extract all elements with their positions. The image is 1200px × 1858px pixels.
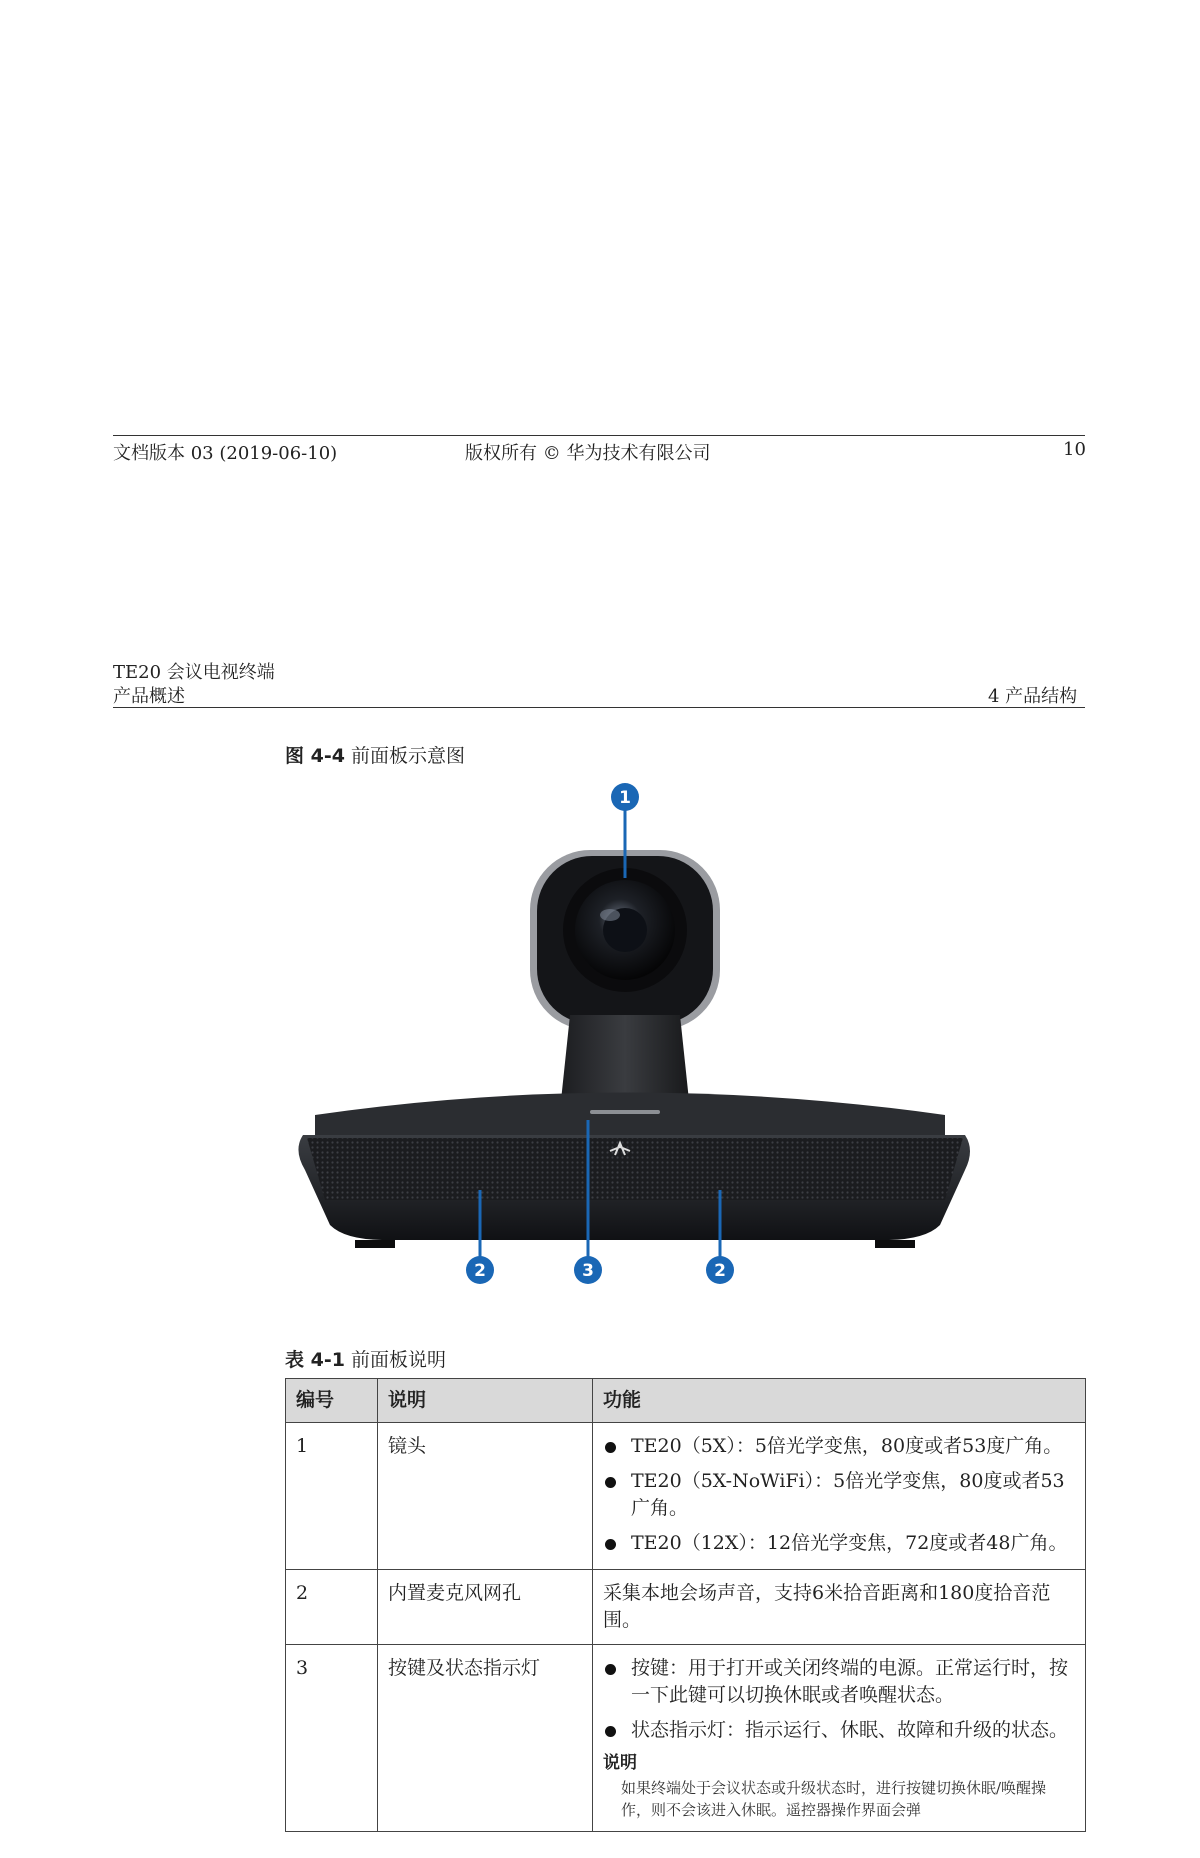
list-item: TE20（12X）：12倍光学变焦，72度或者48广角。 — [603, 1530, 1075, 1557]
cell-function — [593, 1645, 1086, 1832]
cell-number: 3 — [286, 1645, 378, 1832]
column-header-description: 说明 — [378, 1379, 593, 1423]
cell-description: 按键及状态指示灯 — [378, 1645, 593, 1832]
callout-label-3: 3 — [582, 1261, 594, 1281]
footer-rule — [113, 435, 1085, 436]
column-header-function: 功能 — [593, 1379, 1086, 1423]
function-list — [603, 1433, 1075, 1557]
cell-description: 内置麦克风网孔 — [378, 1570, 593, 1645]
cell-number: 1 — [286, 1423, 378, 1570]
front-panel-table — [285, 1378, 1086, 1832]
header-doc-title: 产品概述 — [113, 686, 185, 707]
list-item: TE20（5X-NoWiFi）：5倍光学变焦，80度或者53广角。 — [603, 1468, 1075, 1522]
callout-label-2-left: 2 — [474, 1261, 486, 1281]
base-foot-left — [355, 1240, 395, 1248]
table-label: 表 4-1 — [285, 1349, 345, 1371]
header-product: TE20 会议电视终端 — [113, 662, 275, 683]
front-panel-figure — [285, 770, 985, 1315]
cell-number: 2 — [286, 1570, 378, 1645]
note-body: 如果终端处于会议状态或升级状态时，进行按键切换休眠/唤醒操作，则不会该进入休眠。遥控器操作界面会弹 — [621, 1779, 1047, 1819]
header-chapter: 4 产品结构 — [988, 686, 1078, 707]
function-list — [603, 1655, 1075, 1744]
table-caption — [285, 1345, 446, 1372]
indicator-light — [590, 1110, 660, 1114]
table-row — [286, 1423, 1086, 1570]
figure-caption — [285, 741, 465, 768]
callout-label-1: 1 — [619, 788, 631, 808]
header-rule — [113, 707, 1085, 708]
footer-page-number: 10 — [1063, 439, 1086, 460]
callout-label-2-right: 2 — [714, 1261, 726, 1281]
cell-function: 采集本地会场声音，支持6米拾音距离和180度拾音范围。 — [593, 1570, 1086, 1645]
figure-label: 图 4-4 — [285, 745, 345, 767]
microphone-mesh — [307, 1138, 963, 1200]
footer-copyright: 版权所有 © 华为技术有限公司 — [465, 443, 711, 464]
table-header-row — [286, 1379, 1086, 1423]
table-row — [286, 1570, 1086, 1645]
figure-title: 前面板示意图 — [351, 745, 466, 767]
cell-description: 镜头 — [378, 1423, 593, 1570]
list-item: 按键：用于打开或关闭终端的电源。正常运行时，按一下此键可以切换休眠或者唤醒状态。 — [603, 1655, 1075, 1709]
footer-version: 文档版本 03 (2019-06-10) — [113, 443, 338, 464]
table-row — [286, 1645, 1086, 1832]
list-item: 状态指示灯：指示运行、休眠、故障和升级的状态。 — [603, 1717, 1075, 1744]
column-header-number: 编号 — [286, 1379, 378, 1423]
table-title: 前面板说明 — [351, 1349, 447, 1371]
note-title: 说明 — [603, 1753, 637, 1773]
list-item: TE20（5X）：5倍光学变焦，80度或者53度广角。 — [603, 1433, 1075, 1460]
base-foot-right — [875, 1240, 915, 1248]
terminal-base — [298, 1093, 970, 1249]
lens-glare — [600, 909, 620, 921]
cell-function — [593, 1423, 1086, 1570]
